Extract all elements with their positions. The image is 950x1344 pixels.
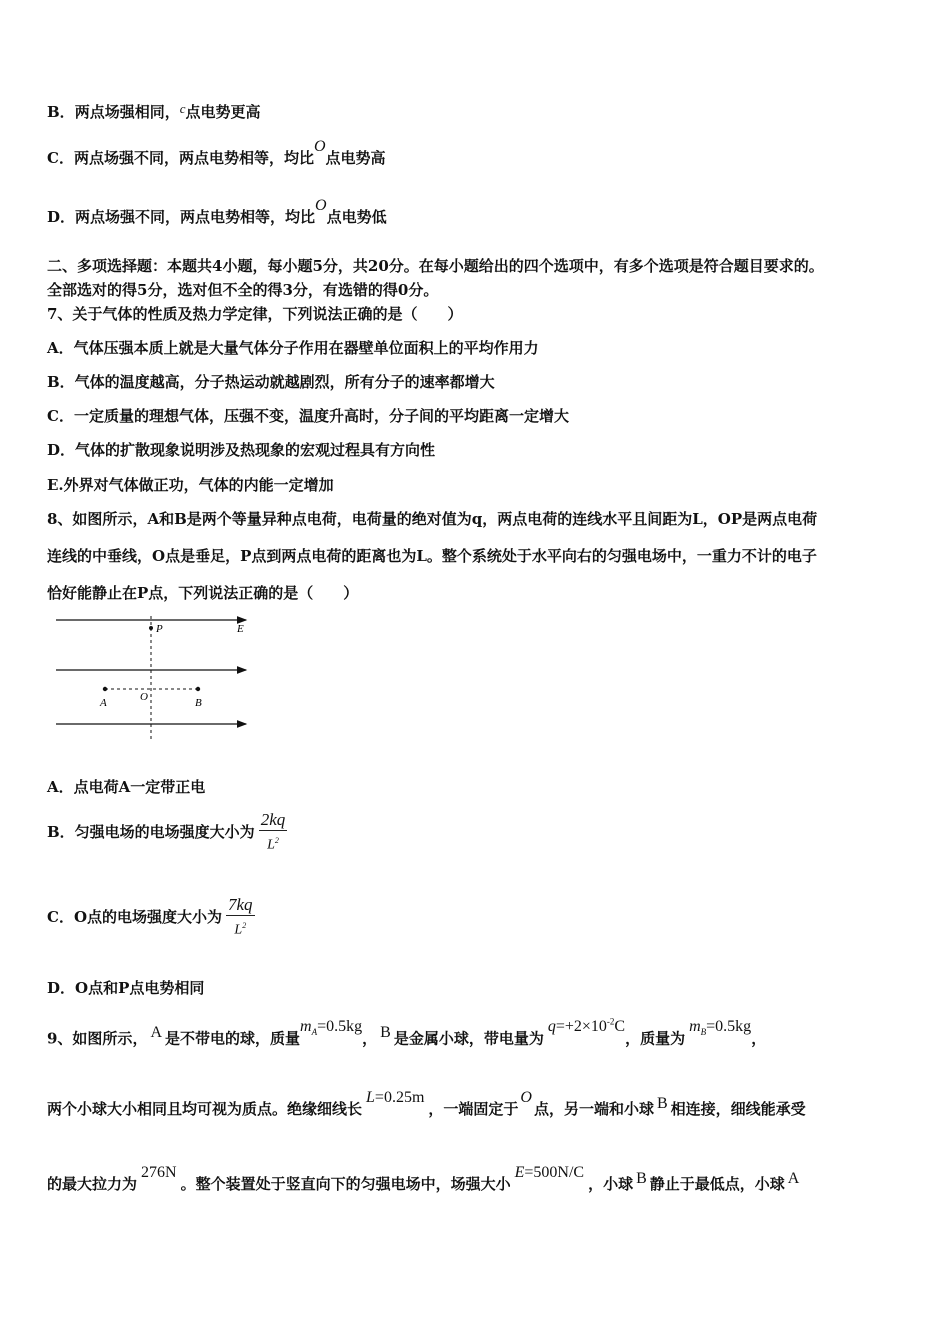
q7-option-d: D．气体的扩散现象说明涉及热现象的宏观过程具有方向性 (47, 441, 436, 459)
q7-option-e: E.外界对气体做正功，气体的内能一定增加 (47, 476, 334, 494)
q8-stem-line3: 恰好能静止在P点，下列说法正确的是（ ） (47, 584, 359, 602)
label-e: E (237, 623, 244, 635)
q8-stem-line2: 连线的中垂线，O点是垂足，P点到两点电荷的距离也为L。整个系统处于水平向右的匀强电场中，一重力不计的电子 (47, 547, 817, 565)
q7-option-b: B．气体的温度越高，分子热运动就越剧烈，所有分子的速率都增大 (47, 373, 495, 391)
label-b: B (195, 697, 202, 709)
section-heading-line1: 二、多项选择题：本题共4小题，每小题5分，共20分。在每小题给出的四个选项中，有多个选项是符合题目要求的。 (47, 257, 824, 275)
option-b-prev: B．两点场强相同，c点电势更高 (47, 101, 261, 121)
q7-stem: 7、关于气体的性质及热力学定律，下列说法正确的是（ ） (47, 305, 463, 323)
option-d-prev: D．两点场强不同，两点电势相等，均比O点电势低 (47, 197, 387, 226)
label-o: O (140, 691, 148, 703)
option-c-prev: C．两点场强不同，两点电势相等，均比O点电势高 (47, 138, 386, 167)
charge-a (103, 687, 107, 691)
charge-b (196, 687, 200, 691)
q9-stem-line3: 的最大拉力为276N。整个装置处于竖直向下的匀强电场中，场强大小E=500N/C，小球 B 静止于最低点，小球 A (47, 1164, 800, 1193)
fraction-7kq-l2: $\frac{7kq}{L^2}$ (228, 895, 253, 938)
q8-option-d: D．O点和P点电势相同 (47, 979, 205, 997)
q7-option-c: C．一定质量的理想气体，压强不变，温度升高时，分子间的平均距离一定增大 (47, 407, 569, 425)
q8-stem-line1: 8、如图所示，A和B是两个等量异种点电荷，电荷量的绝对值为q，两点电荷的连线水平且间距为L，OP是两点电荷 (47, 510, 818, 528)
q8-option-a: A．点电荷A一定带正电 (47, 778, 206, 796)
label-a: A (100, 697, 107, 709)
q8-option-b: B．匀强电场的电场强度大小为 $\frac{2kq}{L^2}$ (47, 810, 287, 856)
q7-option-a: A．气体压强本质上就是大量气体分子作用在器壁单位面积上的平均作用力 (47, 339, 539, 357)
q9-stem-line2: 两个小球大小相同且均可视为质点。绝缘细线长L=0.25m，一端固定于O点，另一端和小球 B 相连接，细线能承受 (47, 1089, 806, 1118)
section-heading-line2: 全部选对的得5分，选对但不全的得3分，有选错的得0分。 (47, 281, 439, 299)
q8-option-c: C．O点的电场强度大小为 $\frac{7kq}{L^2}$ (47, 895, 255, 941)
fraction-2kq-l2: $\frac{2kq}{L^2}$ (260, 810, 286, 853)
point-p (149, 626, 153, 630)
q9-stem-line1: 9、如图所示， A 是不带电的球，质量$m_A=0.5kg$， B 是金属小球，带电量为$q=+2\times 10^{-2}C$，质量为$m_B=0.5kg$， (47, 1017, 767, 1048)
label-p: P (156, 623, 163, 635)
q8-field-diagram (50, 612, 260, 744)
